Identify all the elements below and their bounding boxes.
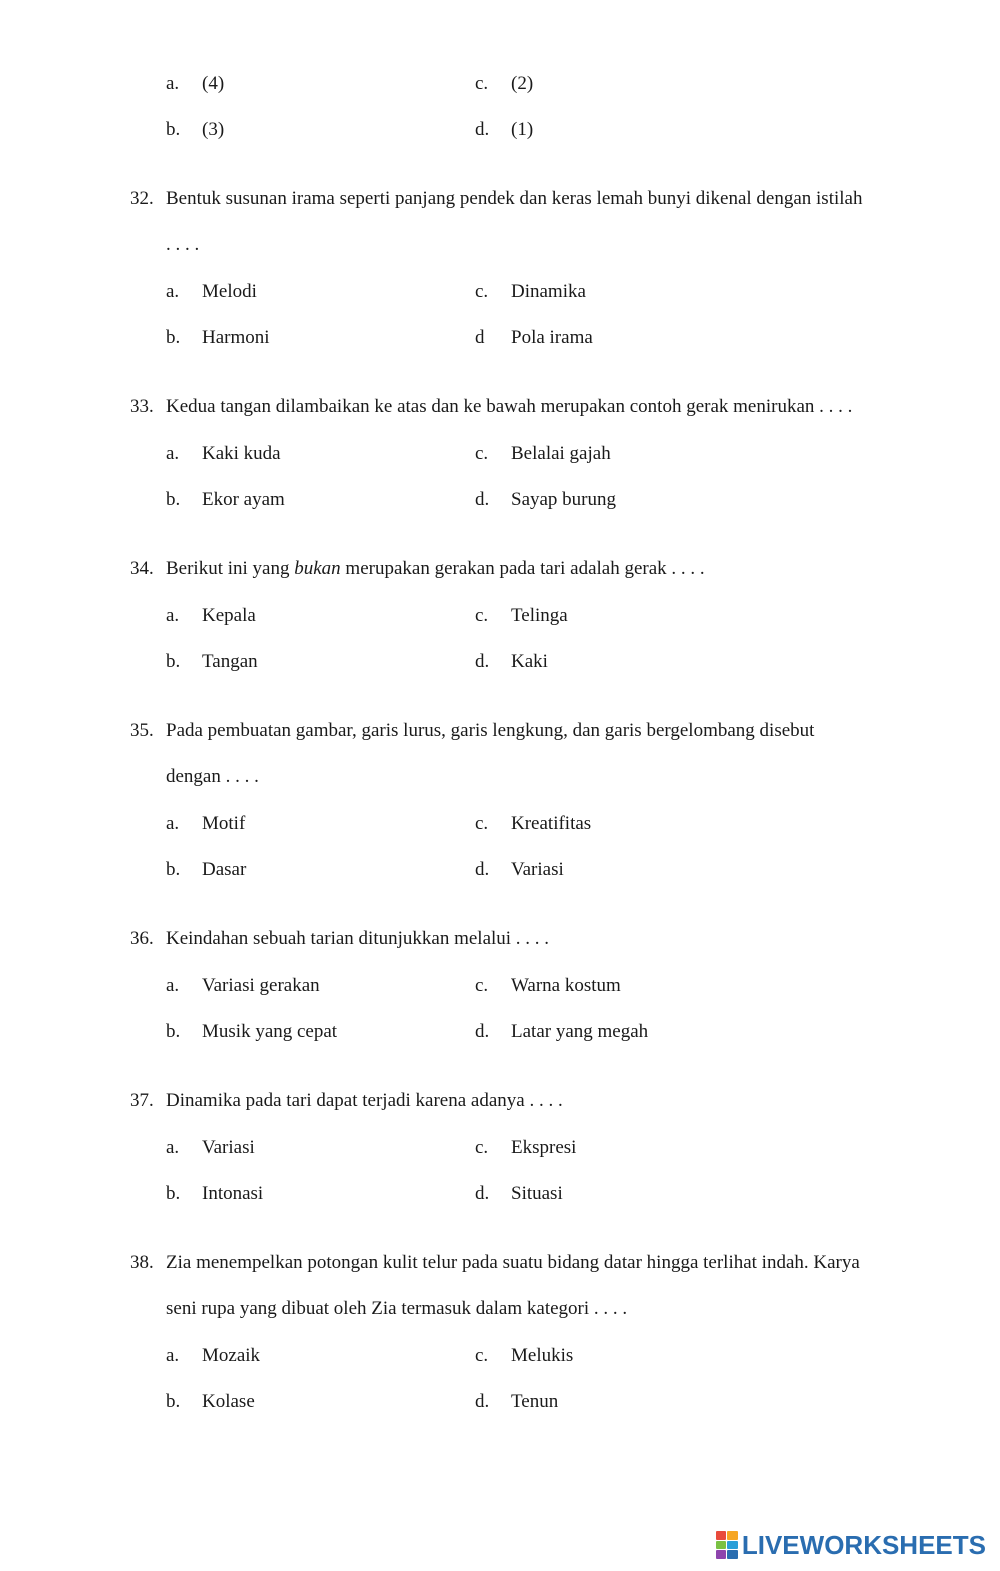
option-text: Ekor ayam: [202, 489, 285, 510]
option-letter: a.: [166, 975, 180, 996]
option-text: Variasi: [511, 859, 564, 880]
options-row: [0, 601, 1000, 631]
option-letter: d.: [475, 859, 490, 880]
option-text: Intonasi: [202, 1183, 264, 1204]
option-letter: c.: [475, 813, 489, 834]
options-row: [0, 1387, 1000, 1417]
logo-square: [716, 1531, 727, 1540]
option-text: (4): [202, 73, 225, 94]
option-letter: d.: [475, 1391, 490, 1412]
question-34: [0, 554, 1000, 584]
question-number: 36.: [130, 928, 154, 949]
options-row: [0, 439, 1000, 469]
question-38: [0, 1248, 1000, 1328]
option-text: Melodi: [202, 281, 257, 302]
option-letter: c.: [475, 1345, 489, 1366]
logo-mark-icon: [716, 1531, 738, 1559]
question-text: Zia menempelkan potongan kulit telur pada suatu bidang datar hingga terlihat indah. Karya: [166, 1252, 860, 1273]
options-row: [0, 971, 1000, 1001]
options-row: [0, 115, 1000, 145]
options-row: [0, 1179, 1000, 1209]
option-text: (3): [202, 119, 225, 140]
option-text: Kepala: [202, 605, 256, 626]
option-letter: b.: [166, 1021, 181, 1042]
option-text: Tenun: [511, 1391, 559, 1412]
option-text: Situasi: [511, 1183, 563, 1204]
option-letter: b.: [166, 489, 181, 510]
liveworksheets-logo[interactable]: [716, 1525, 986, 1565]
option-letter: b.: [166, 859, 181, 880]
option-text: (1): [511, 119, 534, 140]
option-text: Melukis: [511, 1345, 574, 1366]
option-text: Kolase: [202, 1391, 255, 1412]
option-letter: d.: [475, 489, 490, 510]
option-text: (2): [511, 73, 534, 94]
question-text-continued: dengan . . . .: [166, 766, 259, 787]
logo-square: [727, 1531, 738, 1540]
question-text: Bentuk susunan irama seperti panjang pendek dan keras lemah bunyi dikenal dengan istilah: [166, 188, 863, 209]
option-letter: b.: [166, 119, 181, 140]
question-37: [0, 1086, 1000, 1116]
option-letter: d: [475, 327, 485, 348]
question-number: 37.: [130, 1090, 154, 1111]
question-number: 38.: [130, 1252, 154, 1273]
option-letter: d.: [475, 651, 490, 672]
options-row: [0, 1133, 1000, 1163]
option-letter: d.: [475, 1021, 490, 1042]
option-letter: c.: [475, 443, 489, 464]
question-35: [0, 716, 1000, 796]
option-text: Dasar: [202, 859, 247, 880]
option-text: Warna kostum: [511, 975, 621, 996]
options-row: [0, 1017, 1000, 1047]
question-text-part: merupakan gerakan pada tari adalah gerak . . . .: [340, 558, 705, 579]
logo-square: [716, 1550, 727, 1559]
question-text-part: Berikut ini yang: [166, 558, 295, 579]
question-text: Keindahan sebuah tarian ditunjukkan melalui . . . .: [166, 928, 550, 949]
option-letter: a.: [166, 281, 180, 302]
option-letter: a.: [166, 443, 180, 464]
question-33: [0, 392, 1000, 422]
option-text: Variasi gerakan: [202, 975, 320, 996]
options-row: [0, 485, 1000, 515]
option-letter: c.: [475, 73, 489, 94]
question-text-continued: seni rupa yang dibuat oleh Zia termasuk dalam kategori . . . .: [166, 1298, 628, 1319]
option-letter: a.: [166, 813, 180, 834]
logo-square: [716, 1541, 727, 1550]
option-text: Variasi: [202, 1137, 255, 1158]
option-letter: a.: [166, 1137, 180, 1158]
option-text: Kaki: [511, 651, 548, 672]
option-text: Mozaik: [202, 1345, 261, 1366]
option-text: Kreatifitas: [511, 813, 592, 834]
question-text-continued: . . . .: [166, 234, 200, 255]
option-text: Motif: [202, 813, 246, 834]
options-row: [0, 1341, 1000, 1371]
question-text: Pada pembuatan gambar, garis lurus, garis lengkung, dan garis bergelombang disebut: [166, 720, 815, 741]
question-text: Kedua tangan dilambaikan ke atas dan ke bawah merupakan contoh gerak menirukan . . . .: [166, 396, 853, 417]
option-text: Ekspresi: [511, 1137, 577, 1158]
question-number: 33.: [130, 396, 154, 417]
options-row: [0, 647, 1000, 677]
emphasis-word: bukan: [294, 558, 341, 579]
option-letter: a.: [166, 1345, 180, 1366]
option-letter: d.: [475, 119, 490, 140]
question-number: 32.: [130, 188, 154, 209]
option-letter: c.: [475, 1137, 489, 1158]
option-letter: c.: [475, 975, 489, 996]
option-letter: b.: [166, 651, 181, 672]
question-32: [0, 184, 1000, 264]
option-letter: b.: [166, 1391, 181, 1412]
option-letter: c.: [475, 605, 489, 626]
question-number: 35.: [130, 720, 154, 741]
options-row: [0, 323, 1000, 353]
option-letter: a.: [166, 605, 180, 626]
option-text: Kaki kuda: [202, 443, 281, 464]
logo-square: [727, 1550, 738, 1559]
option-text: Harmoni: [202, 327, 270, 348]
option-text: Musik yang cepat: [202, 1021, 338, 1042]
option-text: Sayap burung: [511, 489, 617, 510]
logo-square: [727, 1541, 738, 1550]
option-text: Tangan: [202, 651, 258, 672]
option-letter: c.: [475, 281, 489, 302]
option-text: Belalai gajah: [511, 443, 611, 464]
option-letter: d.: [475, 1183, 490, 1204]
option-text: Dinamika: [511, 281, 586, 302]
option-text: Telinga: [511, 605, 568, 626]
options-row: [0, 277, 1000, 307]
question-36: [0, 924, 1000, 954]
options-row: [0, 69, 1000, 99]
options-row: [0, 855, 1000, 885]
option-text: Pola irama: [511, 327, 593, 348]
option-letter: a.: [166, 73, 180, 94]
option-letter: b.: [166, 1183, 181, 1204]
options-row: [0, 809, 1000, 839]
option-text: Latar yang megah: [511, 1021, 649, 1042]
logo-text: LIVEWORKSHEETS: [741, 1529, 986, 1560]
question-text: Dinamika pada tari dapat terjadi karena adanya . . . .: [166, 1090, 563, 1111]
question-text: [166, 554, 903, 584]
option-letter: b.: [166, 327, 181, 348]
question-number: 34.: [130, 558, 154, 579]
